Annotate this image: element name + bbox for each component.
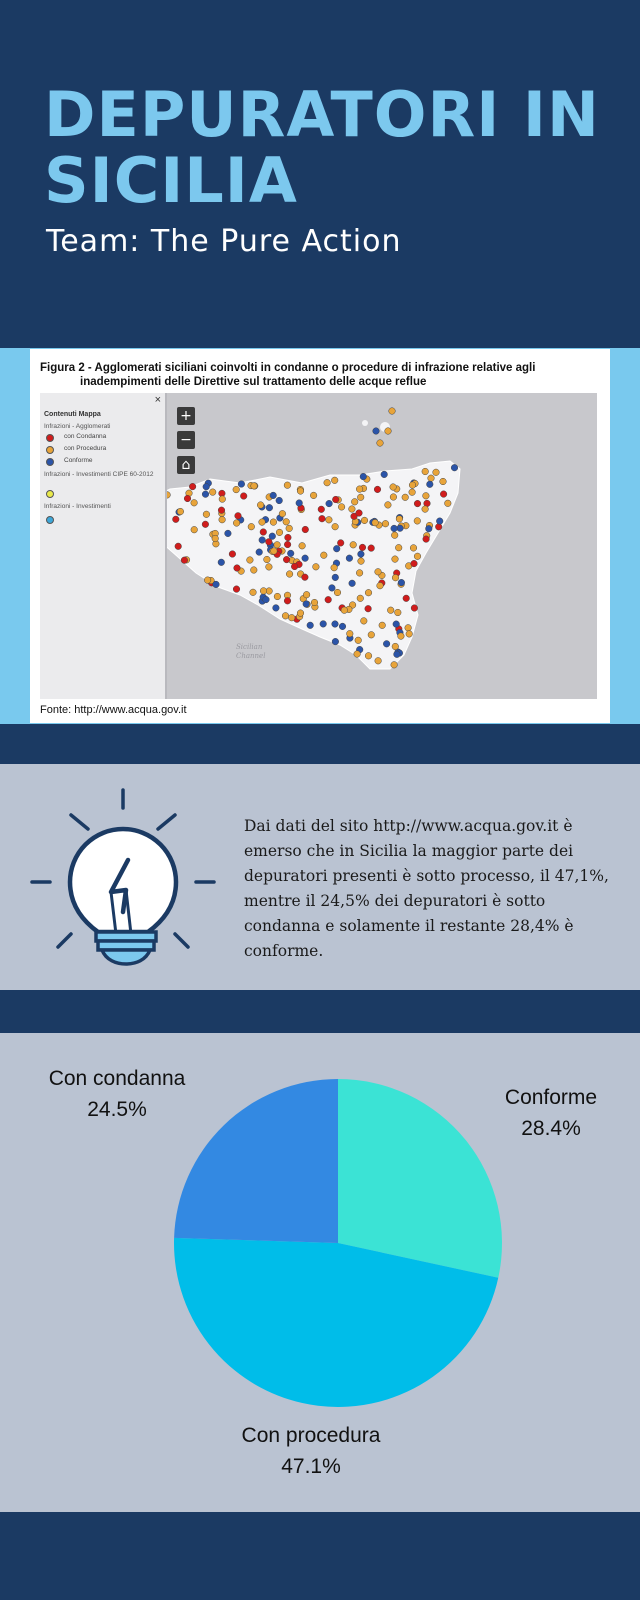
page-subtitle: Team: The Pure Action [46,224,402,259]
map-viewer[interactable] [40,393,597,699]
marker-procedura [276,529,283,536]
marker-condanna [440,491,447,498]
marker-condanna [202,521,209,528]
marker-conforme [259,537,266,544]
marker-procedura [368,632,375,639]
marker-conforme [332,638,339,645]
legend-label-procedura: con Procedura [64,445,107,452]
marker-condanna [233,586,240,593]
marker-procedura [177,508,184,515]
marker-procedura [247,557,254,564]
zoom-in-button[interactable]: + [177,407,195,425]
marker-condanna [318,506,325,513]
marker-conforme [256,549,263,556]
marker-island [389,408,396,415]
legend-label-conforme: Conforme [64,457,93,464]
marker-conforme [302,555,309,562]
marker-procedura [313,564,320,571]
marker-conforme [333,545,340,552]
sea-label [236,643,265,661]
marker-island [373,428,380,435]
home-icon[interactable]: ⌂ [177,456,195,474]
marker-conforme [266,504,273,511]
marker-condanna [337,540,344,547]
marker-procedura [361,517,368,524]
marker-conforme [320,621,327,628]
map-legend-panel [40,393,167,699]
marker-procedura [382,520,389,527]
marker-procedura [311,599,318,606]
marker-procedura [297,488,304,495]
marker-procedura [357,595,364,602]
marker-procedura [257,502,264,509]
marker-conforme [393,621,400,628]
marker-condanna [359,544,366,551]
marker-conforme [326,500,333,507]
marker-condanna [260,529,267,536]
marker-condanna [175,543,182,550]
marker-conforme [398,579,405,586]
marker-procedura [358,558,365,565]
figure-caption [40,361,595,389]
map-figure [30,349,610,723]
marker-procedura [341,607,348,614]
marker-procedura [219,516,226,523]
marker-condanna [403,595,410,602]
marker-procedura [331,477,338,484]
marker-procedura [283,519,290,526]
marker-procedura [321,552,328,559]
marker-procedura [338,504,345,511]
marker-procedura [191,500,198,507]
marker-procedura [365,653,372,660]
marker-procedura [331,564,338,571]
figure-source: Fonte: http://www.acqua.gov.it [40,704,187,716]
marker-procedura [274,542,281,549]
slice-value-con-condanna: 24.5% [87,1098,147,1121]
marker-conforme [426,525,433,532]
sea-label-line1: Sicilian [236,643,263,651]
marker-condanna [184,495,191,502]
legend-label-condanna: con Condanna [64,433,107,440]
marker-procedura [423,493,430,500]
slice-value-conforme: 28.4% [521,1117,581,1140]
legend-title: Contenuti Mappa [44,411,101,418]
marker-procedura [286,571,293,578]
lightbulb-icon [28,784,220,970]
marker-procedura [356,570,363,577]
marker-condanna [173,516,180,523]
marker-conforme [303,601,310,608]
marker-procedura [398,633,405,640]
marker-condanna [374,486,381,493]
marker-procedura [414,518,421,525]
marker-conforme [276,497,283,504]
page-title: DEPURATORI IN SICILIA [44,78,600,217]
marker-procedura [422,506,429,513]
marker-condanna [368,545,375,552]
marker-condanna [240,493,247,500]
marker-procedura [349,506,356,513]
marker-procedura [372,519,379,526]
marker-condanna [235,513,242,520]
marker-procedura [347,630,354,637]
marker-conforme [202,491,209,498]
marker-procedura [251,483,258,490]
marker-procedura [405,625,412,632]
marker-conforme [296,500,303,507]
marker-procedura [324,479,331,486]
marker-procedura [248,523,255,530]
legend-dot-conforme [46,458,54,466]
marker-conforme [339,623,346,630]
marker-procedura [350,542,357,549]
marker-procedura [266,564,273,571]
marker-procedura [354,651,361,658]
marker-procedura [357,494,364,501]
marker-island [377,440,384,447]
marker-condanna [181,557,188,564]
marker-procedura [391,662,398,669]
marker-procedura [385,502,392,509]
marker-procedura [387,607,394,614]
marker-condanna [365,605,372,612]
marker-condanna [189,483,196,490]
marker-condanna [284,598,291,605]
sea-label-line2: Channel [236,652,266,660]
marker-procedura [355,637,362,644]
marker-condanna [218,507,225,514]
marker-procedura [334,589,341,596]
marker-condanna [319,515,326,522]
marker-condanna [285,534,292,541]
marker-conforme [391,525,398,532]
marker-condanna [302,526,309,533]
marker-procedura [233,520,240,527]
marker-conforme [238,481,245,488]
marker-conforme [332,574,339,581]
marker-procedura [390,484,397,491]
marker-procedura [392,556,399,563]
marker-conforme [451,464,458,471]
marker-procedura [409,489,416,496]
marker-procedura [332,523,339,530]
marker-condanna [229,551,236,558]
marker-procedura [440,478,447,485]
slice-name-conforme: Conforme [504,1086,598,1109]
marker-conforme [269,533,276,540]
marker-procedura [395,544,402,551]
slice-value-con-procedura: 47.1% [281,1455,341,1478]
marker-conforme [273,605,280,612]
divider-band [0,724,640,764]
marker-condanna [234,565,241,572]
marker-conforme [358,551,365,558]
marker-procedura [433,469,440,476]
slice-name-con-procedura: Con procedura [241,1424,381,1447]
marker-conforme [381,471,388,478]
marker-procedura [251,567,258,574]
marker-island [385,428,392,435]
marker-procedura [361,618,368,625]
marker-conforme [270,492,277,499]
marker-procedura [428,475,435,482]
marker-conforme [329,585,336,592]
marker-procedura [391,532,398,539]
zoom-out-button[interactable]: − [177,431,195,449]
marker-procedura [282,613,289,620]
legend-dot-cipe [46,490,54,498]
marker-procedura [209,489,216,496]
marker-procedura [402,494,409,501]
marker-procedura [390,494,397,501]
marker-conforme [360,473,367,480]
legend-dot-condanna [46,434,54,442]
marker-condanna [283,556,290,563]
pie-slice-con-condanna [174,1079,338,1243]
marker-procedura [356,486,363,493]
marker-conforme [213,581,220,588]
footer-band [0,1512,640,1600]
marker-procedura [409,482,416,489]
marker-conforme [436,518,443,525]
marker-procedura [422,468,429,475]
marker-procedura [303,591,310,598]
marker-procedura [414,553,421,560]
marker-procedura [284,482,291,489]
marker-procedura [279,510,286,517]
marker-procedura [375,569,382,576]
marker-procedura [288,614,295,621]
marker-procedura [379,622,386,629]
marker-condanna [356,510,363,517]
marker-condanna [332,496,339,503]
marker-procedura [392,643,399,650]
marker-procedura [445,500,452,507]
slice-label-con-procedura [242,1420,381,1482]
marker-conforme [349,580,356,587]
pie-chart-section [0,1033,640,1512]
info-paragraph: Dai dati del sito http://www.acqua.gov.it è emerso che in Sicilia la maggior parte dei depuratori presenti è sotto processo, il 47,1%, mentre il 24,5% dei depuratori è sotto condanna e solamente il restante 28,4% è conforme. [244,817,609,960]
pie-slice-conforme [338,1079,502,1278]
marker-conforme [218,559,225,566]
marker-procedura [270,519,277,526]
marker-procedura [203,511,210,518]
marker-conforme [397,525,404,532]
island-aeolian [362,420,368,426]
marker-condanna [284,541,291,548]
slice-name-con-condanna: Con condanna [48,1067,186,1090]
legend-group-cipe: Infrazioni - Investimenti CIPE 60-2012 [44,471,154,478]
marker-procedura [260,588,267,595]
marker-conforme [203,483,210,490]
legend-group-agglomerati: Infrazioni - Agglomerati [44,423,111,430]
marker-procedura [351,499,358,506]
slice-label-con-condanna [49,1063,186,1125]
marker-procedura [191,526,198,533]
marker-conforme [307,622,314,629]
marker-condanna [302,574,309,581]
marker-procedura [250,589,257,596]
marker-condanna [325,596,332,603]
figure-caption-line2: inadempimenti delle Direttive sul trattamento delle acque reflue [80,376,427,388]
marker-procedura [299,543,306,550]
marker-condanna [423,536,430,543]
marker-conforme [346,555,353,562]
legend-group-investimenti: Infrazioni - Investimenti [44,503,111,510]
marker-procedura [392,574,399,581]
marker-procedura [297,610,304,617]
figure-caption-line1: Figura 2 - Agglomerati siciliani coinvolti in condanne o procedure di infrazione relative agli [40,362,536,374]
marker-procedura [204,577,211,584]
legend-dot-investimenti [46,516,54,524]
marker-conforme [394,651,401,658]
marker-procedura [406,631,413,638]
info-section [0,764,640,990]
marker-procedura [274,593,281,600]
marker-procedura [395,609,402,616]
divider-band-2 [0,990,640,1033]
marker-condanna [411,605,418,612]
marker-condanna [291,563,298,570]
marker-conforme [427,481,434,488]
marker-procedura [233,486,240,493]
marker-procedura [326,517,333,524]
marker-procedura [219,496,226,503]
close-icon[interactable]: × [154,394,161,406]
marker-procedura [365,589,372,596]
marker-procedura [310,492,317,499]
marker-procedura [286,525,293,532]
marker-procedura [377,582,384,589]
marker-procedura [264,556,271,563]
marker-conforme [263,596,270,603]
marker-conforme [225,530,232,537]
slice-label-conforme [505,1082,597,1144]
marker-conforme [332,621,339,628]
legend-dot-procedura [46,446,54,454]
marker-procedura [259,519,266,526]
marker-procedura [212,535,219,542]
marker-procedura [396,516,403,523]
marker-procedura [410,545,417,552]
marker-procedura [375,658,382,665]
marker-conforme [383,641,390,648]
marker-procedura [271,548,278,555]
marker-condanna [414,500,421,507]
marker-conforme [287,550,294,557]
header-section [0,0,640,348]
marker-condanna [411,560,418,567]
